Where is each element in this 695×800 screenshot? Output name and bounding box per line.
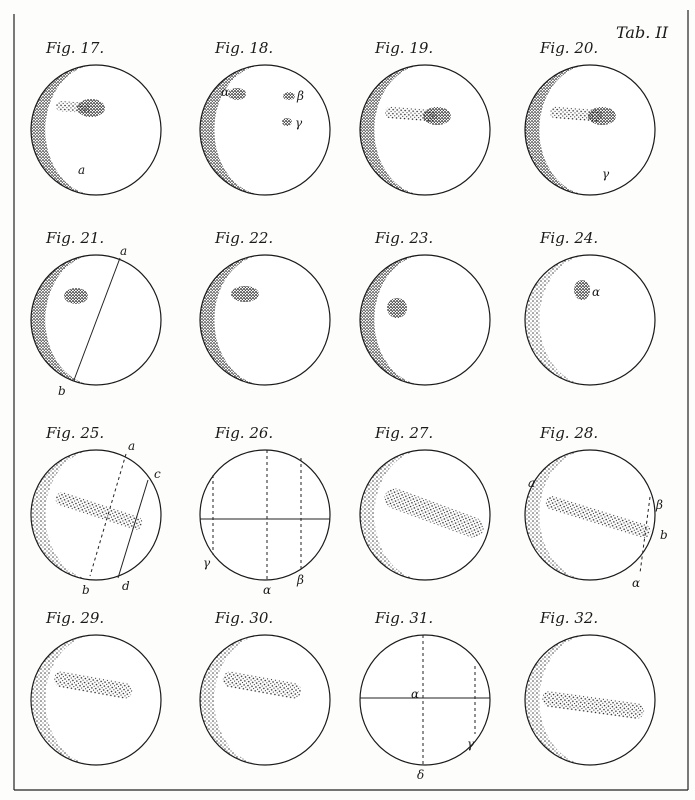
annotation-letter: γ [295, 116, 303, 130]
figure-label: Fig. 32. [540, 609, 599, 627]
figure-22 [200, 229, 330, 385]
dark-spot [64, 288, 88, 304]
figure-31 [360, 609, 490, 782]
annotation-letter: α [592, 285, 601, 299]
annotation-letter: a [120, 244, 128, 258]
figure-label: Fig. 20. [540, 39, 599, 57]
figure-26 [200, 424, 330, 597]
annotation-letter: β [297, 89, 304, 103]
figure-label: Fig. 25. [46, 424, 105, 442]
figure-label: Fig. 30. [215, 609, 274, 627]
annotation-letter: γ [602, 167, 610, 181]
figure-label: Fig. 18. [215, 39, 274, 57]
dark-spot [588, 107, 616, 125]
annotation-letter: α [221, 85, 230, 99]
annotation-letter: γ [467, 737, 475, 751]
figure-label: Fig. 27. [375, 424, 434, 442]
dark-spot [231, 286, 259, 302]
annotation-letter: α [632, 576, 641, 590]
annotation-letter: b [660, 528, 668, 542]
figure-17 [31, 39, 161, 195]
dark-spot [283, 92, 295, 100]
planet-disk [200, 450, 330, 580]
figure-label: Fig. 31. [375, 609, 434, 627]
figure-label: Fig. 22. [215, 229, 274, 247]
figure-label: Fig. 26. [215, 424, 274, 442]
annotation-letter: α [411, 687, 420, 701]
annotation-letter: δ [417, 768, 425, 782]
dark-spot [282, 118, 292, 126]
figure-label: Fig. 28. [540, 424, 599, 442]
dark-spot [387, 298, 407, 318]
figures-grid [31, 39, 668, 782]
figure-32 [525, 609, 655, 765]
figure-label: Fig. 19. [375, 39, 434, 57]
dark-band [56, 101, 92, 113]
figure-29 [31, 609, 161, 765]
figure-label: Fig. 23. [375, 229, 434, 247]
figure-label: Fig. 21. [46, 229, 105, 247]
annotation-letter: d [122, 579, 130, 593]
annotation-letter: γ [203, 556, 211, 570]
figure-18 [200, 39, 330, 195]
figure-23 [360, 229, 490, 385]
annotation-letter: a [528, 476, 536, 490]
annotation-letter: b [82, 583, 90, 597]
annotation-letter: α [263, 583, 272, 597]
figure-27 [360, 424, 490, 580]
annotation-letter: b [58, 384, 66, 398]
annotation-letter: a [78, 163, 86, 177]
annotation-letter: c [154, 467, 161, 481]
figure-21 [31, 229, 161, 398]
dark-spot [574, 280, 590, 300]
annotation-letter: β [656, 498, 663, 512]
dark-spot [228, 88, 246, 100]
figure-label: Fig. 29. [46, 609, 105, 627]
figure-24 [525, 229, 655, 385]
annotation-letter: β [297, 573, 304, 587]
figure-30 [200, 609, 330, 765]
figure-25 [31, 424, 161, 597]
figure-19 [360, 39, 490, 195]
annotation-letter: a [128, 439, 136, 453]
figure-20 [525, 39, 655, 195]
dark-spot [423, 107, 451, 125]
figure-28 [525, 424, 668, 590]
figure-label: Fig. 17. [46, 39, 105, 57]
plate-title: Tab. II [616, 23, 669, 42]
figure-label: Fig. 24. [540, 229, 599, 247]
